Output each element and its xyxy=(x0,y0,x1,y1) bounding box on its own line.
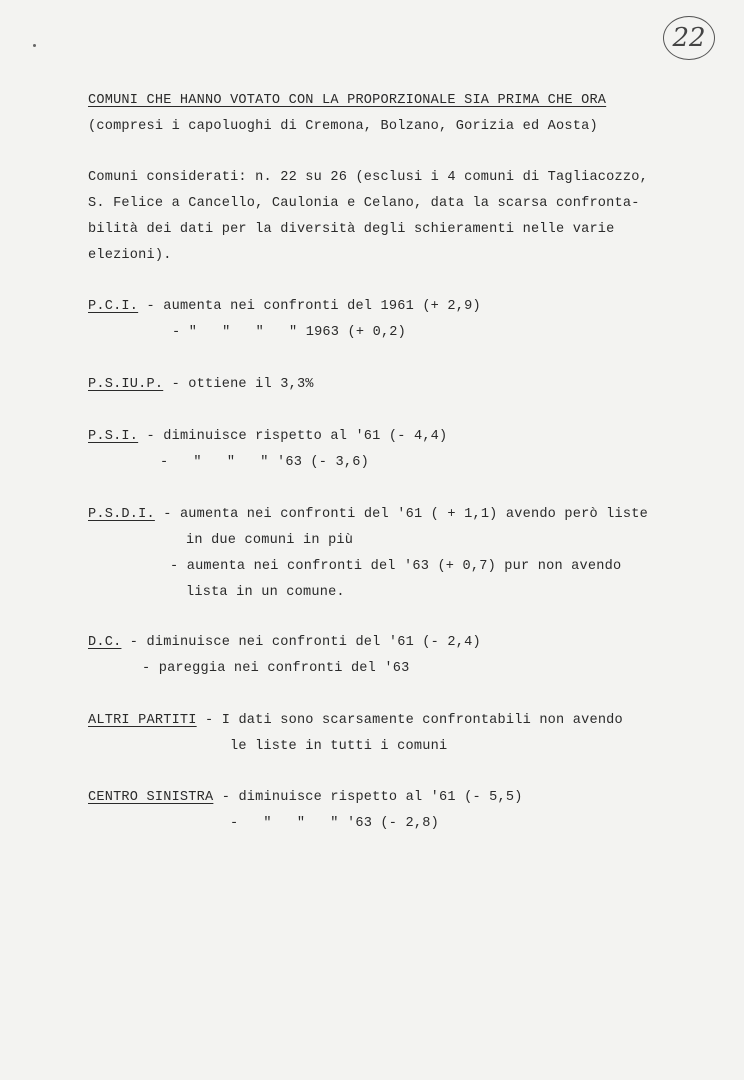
dc-entry xyxy=(88,634,481,652)
title: COMUNI CHE HANNO VOTATO CON LA PROPORZIONALE SIA PRIMA CHE ORA xyxy=(88,93,607,108)
cs-label: CENTRO SINISTRA xyxy=(88,790,214,805)
cs-line-2: - " " " '63 (- 2,8) xyxy=(230,816,439,831)
psi-entry xyxy=(88,428,447,446)
pci-entry xyxy=(88,298,481,316)
altri-line-2: le liste in tutti i comuni xyxy=(230,739,448,754)
psi-line-2: - " " " '63 (- 3,6) xyxy=(160,455,369,470)
psdi-line-4: lista in un comune. xyxy=(186,585,345,600)
dc-label: D.C. xyxy=(88,635,122,650)
intro-line-3: bilità dei dati per la diversità degli schieramenti nelle varie xyxy=(88,222,615,237)
psdi-label: P.S.D.I. xyxy=(88,507,155,522)
altri-line-1: - I dati sono scarsamente confrontabili non avendo xyxy=(196,713,623,728)
cs-line-1: - diminuisce rispetto al '61 (- 5,5) xyxy=(213,790,523,805)
speck xyxy=(33,44,36,47)
psi-line-1: - diminuisce rispetto al '61 (- 4,4) xyxy=(138,429,448,444)
psdi-line-3: - aumenta nei confronti del '63 (+ 0,7) pur non avendo xyxy=(170,559,622,574)
pci-label: P.C.I. xyxy=(88,299,139,314)
psdi-entry xyxy=(88,506,648,524)
intro-line-4: elezioni). xyxy=(88,248,172,263)
subtitle: (compresi i capoluoghi di Cremona, Bolzano, Gorizia ed Aosta) xyxy=(88,119,598,134)
altri-label: ALTRI PARTITI xyxy=(88,713,197,728)
intro-line-1: Comuni considerati: n. 22 su 26 (esclusi i 4 comuni di Tagliacozzo, xyxy=(88,170,648,185)
psdi-line-1: - aumenta nei confronti del '61 ( + 1,1) avendo però liste xyxy=(154,507,648,522)
pci-line-1: - aumenta nei confronti del 1961 (+ 2,9) xyxy=(138,299,481,314)
intro-line-2: S. Felice a Cancello, Caulonia e Celano, data la scarsa confronta- xyxy=(88,196,640,211)
psdi-line-2: in due comuni in più xyxy=(186,533,354,548)
page-number: 22 xyxy=(663,16,715,60)
psi-label: P.S.I. xyxy=(88,429,139,444)
pci-line-2: - " " " " 1963 (+ 0,2) xyxy=(172,325,407,340)
dc-line-1: - diminuisce nei confronti del '61 (- 2,4) xyxy=(121,635,481,650)
cs-entry xyxy=(88,789,523,807)
psiup-entry xyxy=(88,376,314,394)
altri-entry xyxy=(88,712,623,730)
dc-line-2: - pareggia nei confronti del '63 xyxy=(142,661,410,676)
psiup-label: P.S.IU.P. xyxy=(88,377,164,392)
psiup-line-1: - ottiene il 3,3% xyxy=(163,377,314,392)
